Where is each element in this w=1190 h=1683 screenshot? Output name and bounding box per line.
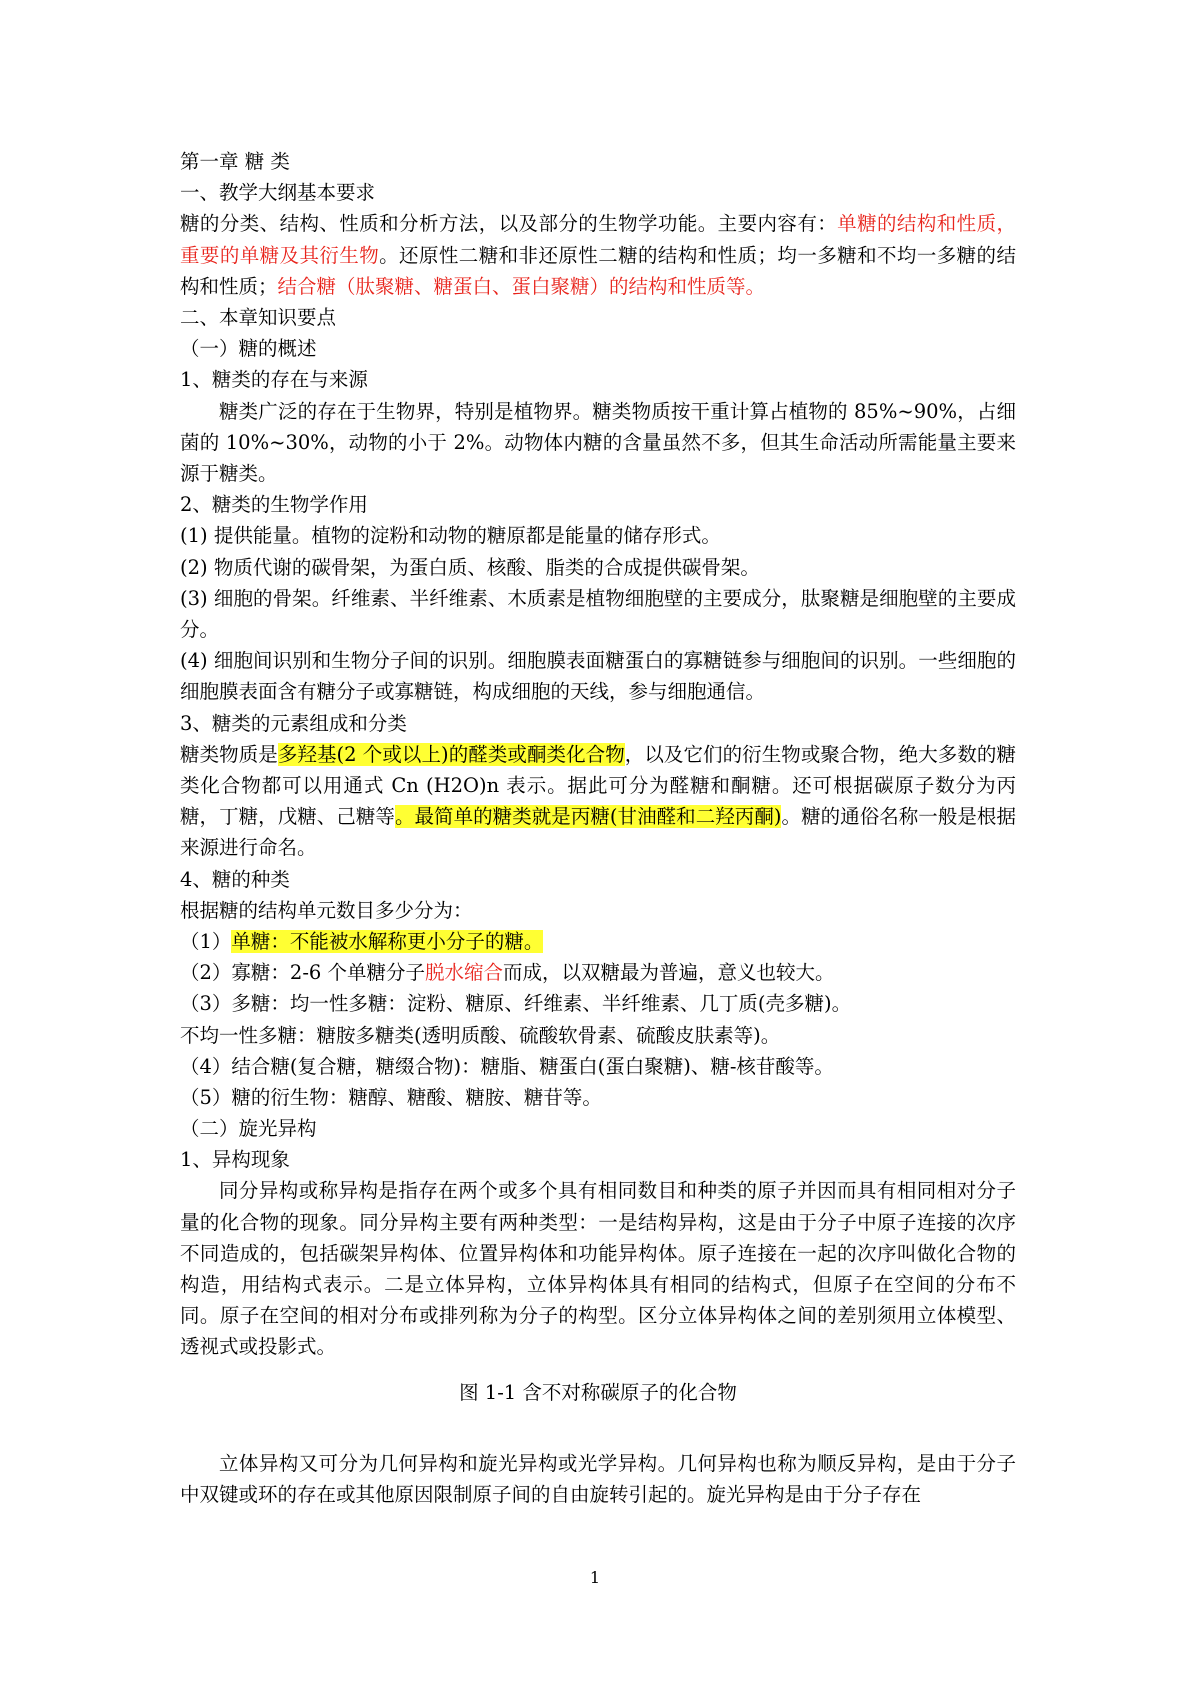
text-run: 糖的分类、结构、性质和分析方法，以及部分的生物学功能。主要内容有： bbox=[180, 212, 838, 236]
text-run: （2）寡糖：2-6 个单糖分子 bbox=[180, 961, 426, 985]
highlighted-text-run: 多羟基(2 个或以上)的醛类或酮类化合物 bbox=[277, 742, 625, 766]
text-run: 而成，以双糖最为普遍，意义也较大。 bbox=[503, 961, 835, 985]
role-item-2: (2) 物质代谢的碳骨架，为蛋白质、核酸、脂类的合成提供碳骨架。 bbox=[180, 555, 760, 579]
isomerism-paragraph: 同分异构或称异构是指存在两个或多个具有相同数目和种类的原子并因而具有相同相对分子量的化合物的现象。同分异构主要有两种类型：一是结构异构，这是由于分子中原子连接的次序不同造成的，包括碳架异构体、位置异构体和功能异构体。原子连接在一起的次序叫做化合物的构造，用结构式表示。二是立体异构，立体异构体具有相同的结构式，但原子在空间的分布不同。原子在空间的相对分布或排列称为分子的构型。区分立体异构体之间的差别须用立体模型、透视式或投影式。 bbox=[180, 1179, 1016, 1359]
text-run: ，以及它们的衍生物或聚合物，绝大多数的糖类化合物都可以用通式 Cn (H2O)n 表示。据此可分为醛糖和酮糖。还可根据碳原子数分为丙糖，丁糖，戊糖、己糖等 bbox=[180, 742, 1016, 829]
kind-item-5: （5）糖的衍生物：糖醇、糖酸、糖胺、糖苷等。 bbox=[180, 1085, 602, 1109]
figure-caption: 图 1-1 含不对称碳原子的化合物 bbox=[459, 1380, 737, 1404]
heading-isomerism: 1、异构现象 bbox=[180, 1148, 290, 1172]
subsection-heading-overview: （一）糖的概述 bbox=[180, 337, 317, 361]
red-text-run: 结合糖（肽聚糖、糖蛋白、蛋白聚糖）的结构和性质等。 bbox=[277, 274, 766, 298]
text-run: （1） bbox=[180, 929, 232, 953]
chapter-title: 第一章 糖 类 bbox=[180, 150, 290, 173]
role-item-1: (1) 提供能量。植物的淀粉和动物的糖原都是能量的储存形式。 bbox=[180, 524, 721, 548]
section-heading-key-points: 二、本章知识要点 bbox=[180, 305, 337, 329]
syllabus-paragraph bbox=[180, 208, 1016, 302]
highlighted-text-run: 单糖：不能被水解称更小分子的糖。 bbox=[231, 929, 544, 953]
page-content bbox=[180, 146, 1016, 1510]
kind-item-3: （3）多糖：均一性多糖：淀粉、糖原、纤维素、半纤维素、几丁质(壳多糖)。 bbox=[180, 992, 852, 1016]
heading-composition: 3、糖类的元素组成和分类 bbox=[180, 711, 407, 735]
kind-item-1 bbox=[180, 926, 1016, 957]
heading-biological-roles: 2、糖类的生物学作用 bbox=[180, 493, 368, 517]
section-heading-syllabus: 一、教学大纲基本要求 bbox=[180, 181, 376, 205]
role-item-3: (3) 细胞的骨架。纤维素、半纤维素、木质素是植物细胞壁的主要成分，肽聚糖是细胞壁的主要成分。 bbox=[180, 586, 1016, 641]
heading-existence: 1、糖类的存在与来源 bbox=[180, 368, 368, 392]
red-text-run: 单糖的结构和性质，重要的单糖及其衍生物 bbox=[180, 212, 1016, 267]
text-run: 。还原性二糖和非还原性二糖的结构和性质；均一多糖和不均一多糖的结构和性质； bbox=[180, 243, 1016, 298]
role-item-4: (4) 细胞间识别和生物分子间的识别。细胞膜表面糖蛋白的寡糖链参与细胞间的识别。一些细胞的细胞膜表面含有糖分子或寡糖链，构成细胞的天线，参与细胞通信。 bbox=[180, 649, 1016, 704]
composition-paragraph bbox=[180, 739, 1016, 864]
kind-item-3b: 不均一性多糖：糖胺多糖类(透明质酸、硫酸软骨素、硫酸皮肤素等)。 bbox=[180, 1023, 781, 1047]
existence-paragraph: 糖类广泛的存在于生物界，特别是植物界。糖类物质按干重计算占植物的 85%~90%，占细菌的 10%~30%，动物的小于 2%。动物体内糖的含量虽然不多，但其生命活动所需能量主要来源于糖类。 bbox=[180, 399, 1016, 485]
text-run: 。糖的通俗名称一般是根据来源进行命名。 bbox=[180, 805, 1016, 860]
red-text-run: 脱水缩合 bbox=[425, 961, 504, 985]
stereo-isomerism-paragraph: 立体异构又可分为几何异构和旋光异构或光学异构。几何异构也称为顺反异构，是由于分子中双键或环的存在或其他原因限制原子间的自由旋转引起的。旋光异构是由于分子存在 bbox=[180, 1451, 1016, 1507]
subsection-heading-optical-isomerism: （二）旋光异构 bbox=[180, 1117, 317, 1141]
kinds-intro: 根据糖的结构单元数目多少分为： bbox=[180, 898, 473, 922]
kind-item-2 bbox=[180, 957, 1016, 988]
text-run: 糖类物质是 bbox=[180, 742, 278, 766]
heading-kinds: 4、糖的种类 bbox=[180, 867, 290, 891]
kind-item-4: （4）结合糖(复合糖，糖缀合物)：糖脂、糖蛋白(蛋白聚糖)、糖-核苷酸等。 bbox=[180, 1054, 834, 1078]
highlighted-text-run: 。最简单的糖类就是丙糖(甘油醛和二羟丙酮) bbox=[394, 805, 782, 829]
page-number: 1 bbox=[589, 1568, 601, 1587]
